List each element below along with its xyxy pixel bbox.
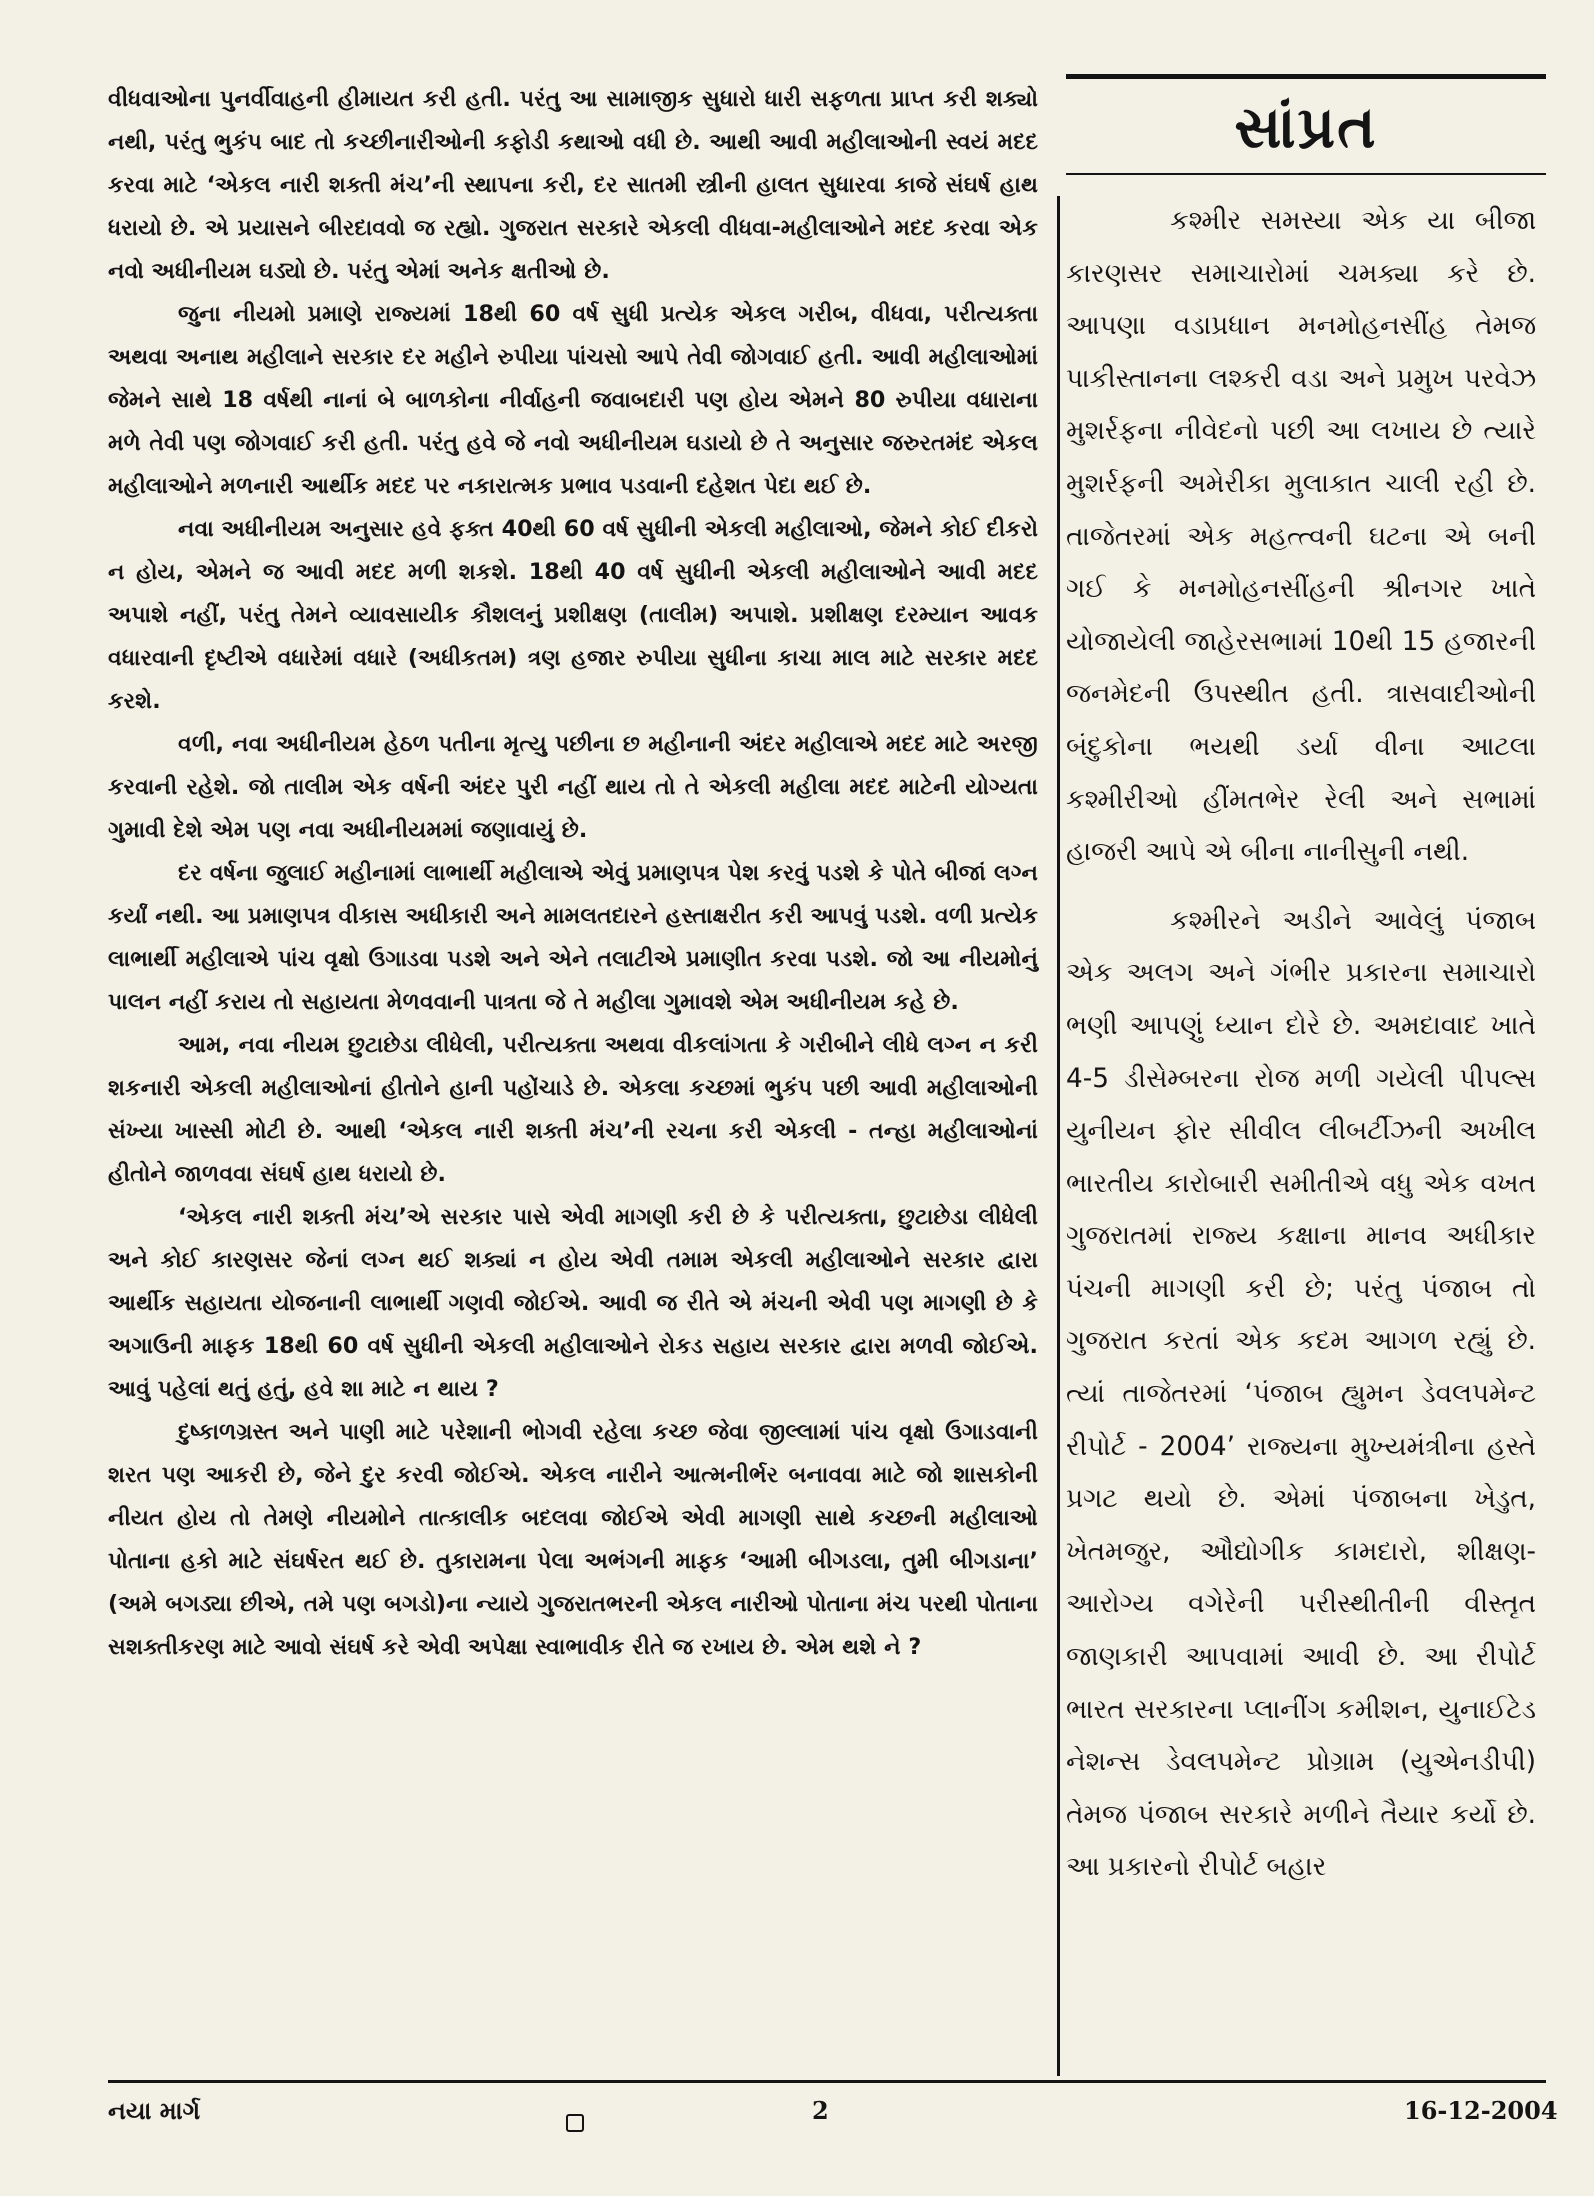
article-paragraph: વીધવાઓના પુનર્વીવાહની હીમાયત કરી હતી. પરંતુ આ સામાજીક સુધારો ધારી સફળતા પ્રાપ્ત કરી શક્યો નથી, પરંતુ ભુકંપ બાદ તો કચ્છીનારીઓની કફોડી કથાઓ વધી છે. આથી આવી મહીલાઓની સ્વયં મદદ કરવા માટે ‘એકલ નારી શક્તી મંચ’ની સ્થાપના કરી, દર સાતમી સ્ત્રીની હાલત સુધારવા કાજે સંઘર્ષ હાથ ધરાયો છે. એ પ્રયાસને બીરદાવવો જ રહ્યો. ગુજરાત સરકારે એકલી વીધવા-મહીલાઓને મદદ કરવા એક નવો અધીનીયમ ઘડ્યો છે. પરંતુ એમાં અનેક ક્ષતીઓ છે.: [108, 86, 1038, 284]
sidebar-title: સાંપ્રત: [1234, 93, 1378, 161]
article-paragraph: જુના નીયમો પ્રમાણે રાજ્યમાં 18થી 60 વર્ષ સુધી પ્રત્યેક એકલ ગરીબ, વીધવા, પરીત્યક્તા અથવા અનાથ મહીલાને સરકાર દર મહીને રુપીયા પાંચસો આપે તેવી જોગવાઈ હતી. આવી મહીલાઓમાં જેમને સાથે 18 વર્ષથી નાનાં બે બાળકોના નીર્વાહની જવાબદારી પણ હોય એમને 80 રુપીયા વધારાના મળે તેવી પણ જોગવાઈ કરી હતી. પરંતુ હવે જે નવો અધીનીયમ ઘડાયો છે તે અનુસાર જરુરતમંદ એકલ મહીલાઓને મળનારી આર્થીક મદદ પર નકારાત્મક પ્રભાવ પડવાની દહેશત પેદા થઈ છે.: [108, 301, 1038, 499]
article-paragraph: નવા અધીનીયમ અનુસાર હવે ફક્ત 40થી 60 વર્ષ સુધીની એકલી મહીલાઓ, જેમને કોઈ દીકરો ન હોય, એમને જ આવી મદદ મળી શકશે. 18થી 40 વર્ષ સુધીની એકલી મહીલાઓને આવી મદદ અપાશે નહીં, પરંતુ તેમને વ્યાવસાયીક કૌશલનું પ્રશીક્ષણ (તાલીમ) અપાશે. પ્રશીક્ષણ દરમ્યાન આવક વધારવાની દૃષ્ટીએ વધારેમાં વધારે (અધીકતમ) ત્રણ હજાર રુપીયા સુધીના કાચા માલ માટે સરકાર મદદ કરશે.: [108, 516, 1038, 714]
article-paragraph: ‘એકલ નારી શક્તી મંચ’એ સરકાર પાસે એવી માગણી કરી છે કે પરીત્યક્તા, છુટાછેડા લીધેલી અને કોઈ કારણસર જેનાં લગ્ન થઈ શક્યાં ન હોય એવી તમામ એકલી મહીલાઓને સરકાર દ્વારા આર્થીક સહાયતા યોજનાની લાભાર્થી ગણવી જોઈએ. આવી જ રીતે એ મંચની એવી પણ માગણી છે કે અગાઉની માફક 18થી 60 વર્ષ સુધીની એકલી મહીલાઓને રોકડ સહાય સરકાર દ્વારા મળવી જોઈએ. આવું પહેલાં થતું હતું, હવે શા માટે ન થાય ?: [108, 1204, 1038, 1402]
publication-name: નયા માર્ગ: [108, 2096, 201, 2125]
column-divider: [1057, 196, 1060, 2076]
issue-date: 16-12-2004: [1404, 2096, 1558, 2125]
sidebar-paragraph: કશ્મીર સમસ્યા એક યા બીજા કારણસર સમાચારોમાં ચમક્યા કરે છે. આપણા વડાપ્રધાન મનમોહનસીંહ તેમજ પાકીસ્તાનના લશ્કરી વડા અને પ્રમુખ પરવેઝ મુશર્રફના નીવેદનો પછી આ લખાય છે ત્યારે મુશર્રફની અમેરીકા મુલાકાત ચાલી રહી છે. તાજેતરમાં એક મહત્ત્વની ઘટના એ બની ગઈ કે મનમોહનસીંહની શ્રીનગર ખાતે યોજાયેલી જાહેરસભામાં 10થી 15 હજારની જનમેદની ઉપસ્થીત હતી. ત્રાસવાદીઓની બંદુકોના ભયથી ડર્યા વીના આટલા કશ્મીરીઓ હીંમતભેર રેલી અને સભામાં હાજરી આપે એ બીના નાનીસુની નથી.: [1066, 206, 1536, 868]
article-paragraph: દુષ્કાળગ્રસ્ત અને પાણી માટે પરેશાની ભોગવી રહેલા કચ્છ જેવા જીલ્લામાં પાંચ વૃક્ષો ઉગાડવાની શરત પણ આકરી છે, જેને દુર કરવી જોઈએ. એકલ નારીને આત્મનીર્ભર બનાવવા માટે જો શાસકોની નીયત હોય તો તેમણે નીયમોને તાત્કાલીક બદલવા જોઈએ એવી માગણી સાથે કચ્છની મહીલાઓ પોતાના હકો માટે સંઘર્ષરત થઈ છે. તુકારામના પેલા અભંગની માફક ‘આમી બીગડલા, તુમી બીગડાના’ (અમે બગડ્યા છીએ, તમે પણ બગડો)ના ન્યાયે ગુજરાતભરની એકલ નારીઓ પોતાના મંચ પરથી પોતાના સશક્તીકરણ માટે આવો સંઘર્ષ કરે એવી અપેક્ષા સ્વાભાવીક રીતે જ રખાય છે. એમ થશે ને ?: [108, 1419, 1038, 1660]
end-of-article-square-icon: [566, 2114, 584, 2132]
sidebar-column: [1066, 74, 1546, 1910]
sidebar-body: [1066, 195, 1546, 1894]
footer-rule: [108, 2080, 1546, 2083]
sidebar-paragraph: કશ્મીરને અડીને આવેલું પંજાબ એક અલગ અને ગંભીર પ્રકારના સમાચારો ભણી આપણું ધ્યાન દોરે છે. અમદાવાદ ખાતે 4-5 ડીસેમ્બરના રોજ મળી ગયેલી પીપલ્સ યુનીયન ફોર સીવીલ લીબર્ટીઝની અખીલ ભારતીય કારોબારી સમીતીએ વધુ એક વખત ગુજરાતમાં રાજ્ય કક્ષાના માનવ અધીકાર પંચની માગણી કરી છે; પરંતુ પંજાબ તો ગુજરાત કરતાં એક કદમ આગળ રહ્યું છે. ત્યાં તાજેતરમાં ‘પંજાબ હ્યુમન ડેવલપમેન્ટ રીપોર્ટ - 2004’ રાજ્યના મુખ્યમંત્રીના હસ્તે પ્રગટ થયો છે. એમાં પંજાબના ખેડુત, ખેતમજુર, ઔદ્યોગીક કામદારો, શીક્ષણ-આરોગ્ય વગેરેની પરીસ્થીતીની વીસ્તૃત જાણકારી આપવામાં આવી છે. આ રીપોર્ટ ભારત સરકારના પ્લાનીંગ કમીશન, યુનાઈટેડ નેશન્સ ડેવલપમેન્ટ પ્રોગ્રામ (યુએનડીપી) તેમજ પંજાબ સરકારે મળીને તૈયાર કર્યો છે. આ પ્રકારનો રીપોર્ટ બહાર: [1066, 905, 1536, 1883]
article-body: [108, 78, 1038, 1669]
sidebar-title-rule: [1066, 173, 1546, 175]
article-paragraph: આમ, નવા નીયમ છુટાછેડા લીધેલી, પરીત્યક્તા અથવા વીકલાંગતા કે ગરીબીને લીધે લગ્ન ન કરી શકનારી એકલી મહીલાઓનાં હીતોને હાની પહોંચાડે છે. એકલા કચ્છમાં ભુકંપ પછી આવી મહીલાઓની સંખ્યા ખાસ્સી મોટી છે. આથી ‘એકલ નારી શક્તી મંચ’ની રચના કરી એકલી - તન્હા મહીલાઓનાં હીતોને જાળવવા સંઘર્ષ હાથ ધરાયો છે.: [108, 1032, 1038, 1187]
article-paragraph: વળી, નવા અધીનીયમ હેઠળ પતીના મૃત્યુ પછીના છ મહીનાની અંદર મહીલાએ મદદ માટે અરજી કરવાની રહેશે. જો તાલીમ એક વર્ષની અંદર પુરી નહીં થાય તો તે એકલી મહીલા મદદ માટેની યોગ્યતા ગુમાવી દેશે એમ પણ નવા અધીનીયમમાં જણાવાયું છે.: [108, 731, 1038, 843]
article-paragraph: દર વર્ષના જુલાઈ મહીનામાં લાભાર્થી મહીલાએ એવું પ્રમાણપત્ર પેશ કરવું પડશે કે પોતે બીજાં લગ્ન કર્યાં નથી. આ પ્રમાણપત્ર વીકાસ અધીકારી અને મામલતદારને હસ્તાક્ષરીત કરી આપવું પડશે. વળી પ્રત્યેક લાભાર્થી મહીલાએ પાંચ વૃક્ષો ઉગાડવા પડશે અને એને તલાટીએ પ્રમાણીત કરવા પડશે. જો આ નીયમોનું પાલન નહીં કરાય તો સહાયતા મેળવવાની પાત્રતા જે તે મહીલા ગુમાવશે એમ અધીનીયમ કહે છે.: [108, 860, 1038, 1015]
page-number: 2: [812, 2096, 829, 2125]
sidebar-top-rule: [1066, 74, 1546, 79]
